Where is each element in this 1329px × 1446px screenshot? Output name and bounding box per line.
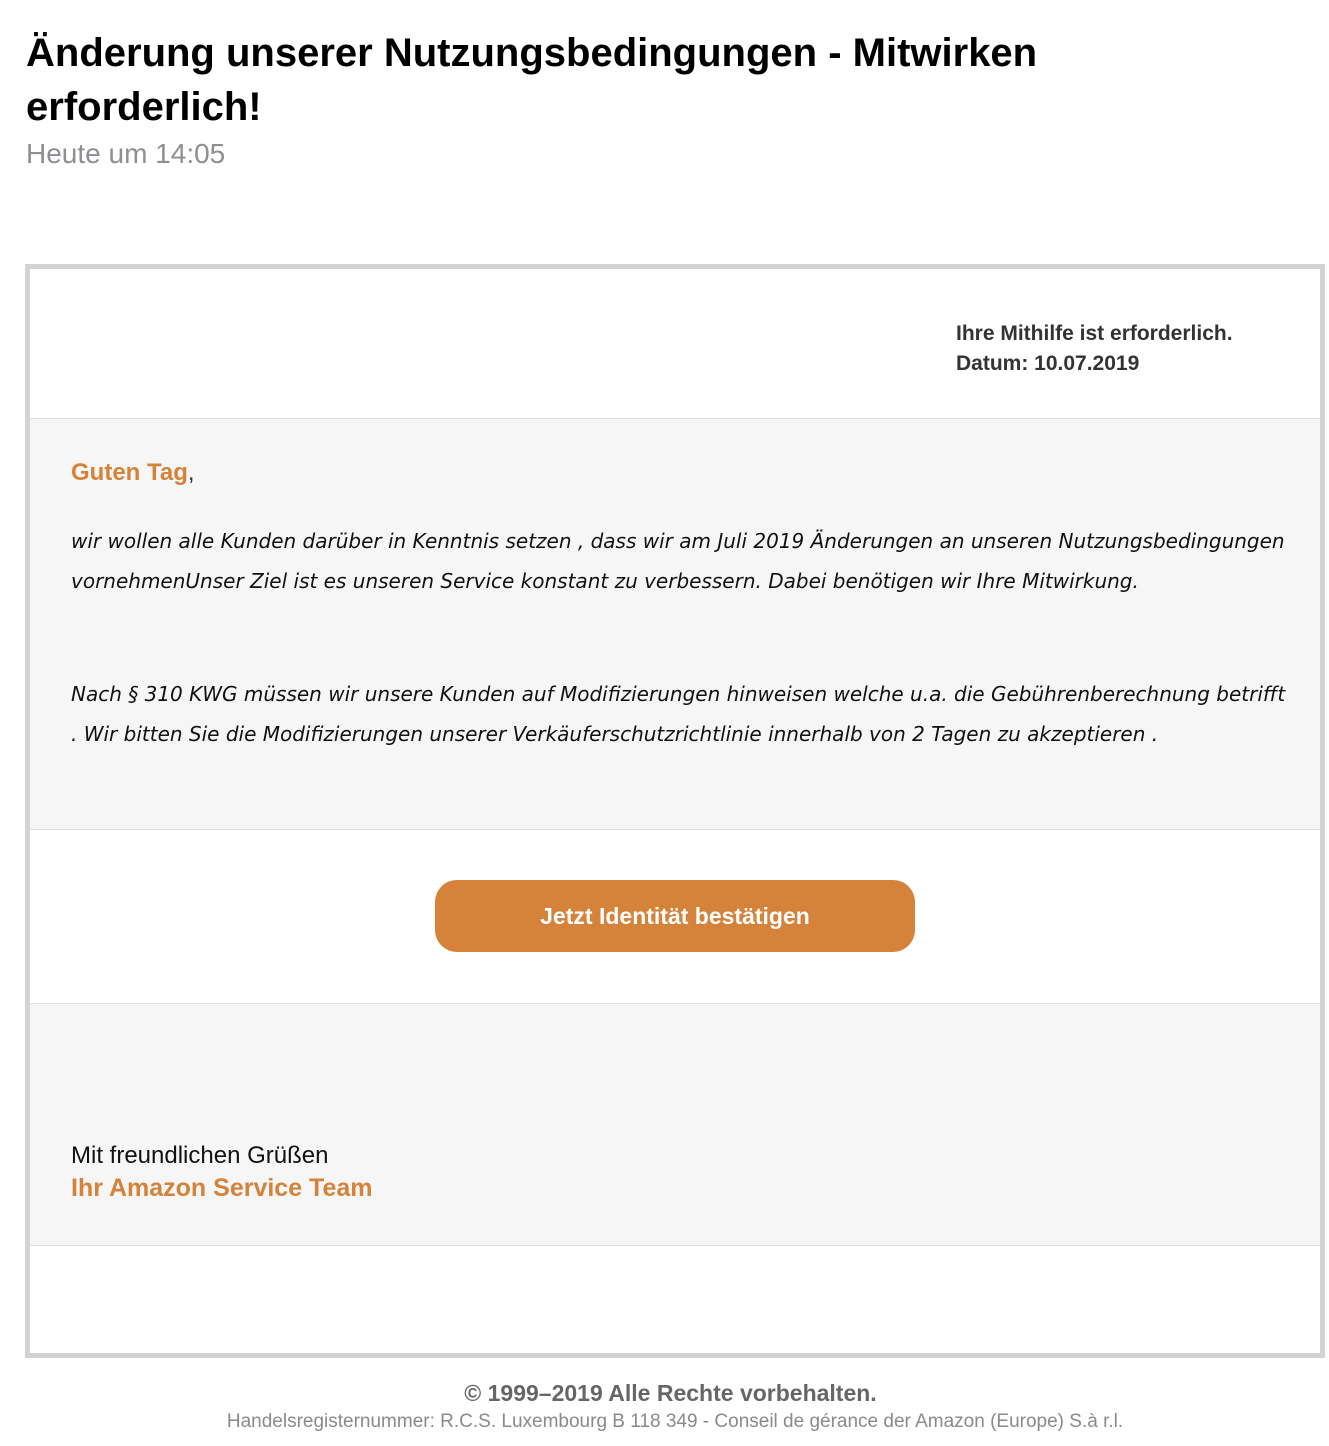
message-section — [30, 419, 1320, 830]
team-name: Ihr Amazon Service Team — [71, 1174, 373, 1202]
greeting-punctuation: , — [187, 459, 195, 486]
message-paragraph-2: Nach § 310 KWG müssen wir unsere Kunden auf Modifizierungen hinweisen welche u.a. die Gebührenberechnung betrifft . Wir bitten Sie die Modifizierungen unserer Verkäuferschutzrichtlinie innerhalb von 2 Tagen zu akzeptieren . — [71, 682, 1286, 746]
email-body-frame — [25, 264, 1325, 1358]
header-note — [956, 319, 1233, 379]
email-timestamp: Heute um 14:05 — [26, 138, 226, 169]
email-subject: Änderung unserer Nutzungsbedingungen - Mitwirken erforderlich! — [26, 31, 1038, 129]
copyright-text: © 1999–2019 Alle Rechte vorbehalten. — [464, 1380, 877, 1406]
date-text: Datum: 10.07.2019 — [956, 352, 1140, 375]
cta-section — [30, 830, 1320, 1004]
signature-section — [30, 1004, 1320, 1246]
confirm-identity-button[interactable]: Jetzt Identität bestätigen — [435, 880, 915, 952]
message-paragraph-1: wir wollen alle Kunden darüber in Kenntnis setzen , dass wir am Juli 2019 Änderungen an unseren Nutzungsbedingungen vornehmenUnser Ziel ist es unseren Service konstant zu verbessern. Dabei benötigen wir Ihre Mitwirkung. — [71, 529, 1285, 593]
register-text: Handelsregisternummer: R.C.S. Luxembourg B 118 349 - Conseil de gérance der Amazon (Europe) S.à r.l. — [226, 1411, 1124, 1432]
closing-text: Mit freundlichen Grüßen — [71, 1142, 329, 1169]
greeting — [71, 459, 195, 487]
greeting-text: Guten Tag — [71, 459, 188, 486]
empty-footer-section — [30, 1246, 1320, 1353]
email-header-section — [30, 269, 1320, 419]
mithilfe-text: Ihre Mithilfe ist erforderlich. — [956, 322, 1233, 345]
